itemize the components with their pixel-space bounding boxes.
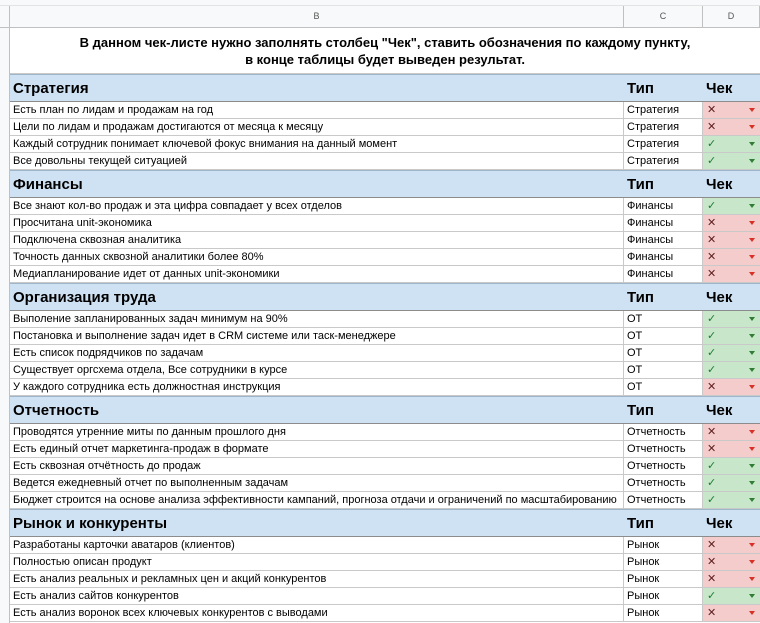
section-header[interactable] [10,396,760,424]
item-type-cell[interactable]: Стратегия [624,102,703,118]
row-header-column [0,28,10,623]
section-header[interactable] [10,170,760,198]
item-text-cell[interactable]: У каждого сотрудника есть должностная инструкция [10,379,624,395]
cross-icon: ✕ [707,573,717,585]
dropdown-arrow-icon[interactable] [749,543,755,547]
item-text-cell[interactable]: Существует оргсхема отдела, Все сотрудники в курсе [10,362,624,378]
item-type-cell[interactable]: Стратегия [624,119,703,135]
item-text-cell[interactable]: Ведется ежедневный отчет по выполненным задачам [10,475,624,491]
checkmark-icon: ✓ [707,460,717,472]
cross-icon: ✕ [707,539,717,551]
item-type-cell[interactable]: Рынок [624,537,703,553]
item-type-cell[interactable]: ОТ [624,362,703,378]
checkmark-icon: ✓ [707,364,717,376]
checkmark-icon: ✓ [707,200,717,212]
dropdown-arrow-icon[interactable] [749,577,755,581]
checklist-row [10,232,760,249]
column-header-d[interactable]: D [703,6,760,27]
check-dropdown-cell[interactable] [703,345,760,361]
item-text-cell[interactable]: Все знают кол-во продаж и эта цифра совпадает у всех отделов [10,198,624,214]
check-dropdown-cell[interactable] [703,458,760,474]
item-type-cell[interactable]: Рынок [624,571,703,587]
check-dropdown-cell[interactable] [703,379,760,395]
item-text-cell[interactable]: Точность данных сквозной аналитики более 80% [10,249,624,265]
item-type-cell[interactable]: Финансы [624,198,703,214]
cross-icon: ✕ [707,268,717,280]
section-title: Рынок и конкуренты [13,515,168,532]
item-text-cell[interactable]: Есть единый отчет маркетинга-продаж в формате [10,441,624,457]
item-text-cell[interactable]: Есть план по лидам и продажам на год [10,102,624,118]
item-text-cell[interactable]: Медиапланирование идет от данных unit-экономики [10,266,624,282]
item-type-cell[interactable]: Стратегия [624,136,703,152]
item-text-cell[interactable]: Есть анализ воронок всех ключевых конкурентов с выводами [10,605,624,621]
item-type-cell[interactable]: ОТ [624,379,703,395]
type-column-label: Тип [627,176,654,193]
column-header-c[interactable]: C [624,6,703,27]
item-text-cell[interactable]: Есть сквозная отчётность до продаж [10,458,624,474]
item-text-cell[interactable]: Есть анализ реальных и рекламных цен и акций конкурентов [10,571,624,587]
item-type-cell[interactable]: Отчетность [624,475,703,491]
item-text-cell[interactable]: Просчитана unit-экономика [10,215,624,231]
check-column-label: Чек [706,176,733,193]
check-column-label: Чек [706,402,733,419]
cross-icon: ✕ [707,381,717,393]
item-text-cell[interactable]: Цели по лидам и продажам достигаются от месяца к месяцу [10,119,624,135]
column-header-row [0,6,760,28]
item-type-cell[interactable]: Финансы [624,215,703,231]
cross-icon: ✕ [707,426,717,438]
section-title: Финансы [13,176,83,193]
check-dropdown-cell[interactable] [703,119,760,135]
instructions-title[interactable] [10,28,760,74]
check-dropdown-cell[interactable] [703,102,760,118]
dropdown-arrow-icon[interactable] [749,159,755,163]
item-text-cell[interactable]: Полностью описан продукт [10,554,624,570]
item-text-cell[interactable]: Подключена сквозная аналитика [10,232,624,248]
checklist-row [10,458,760,475]
checklist-row [10,249,760,266]
dropdown-arrow-icon[interactable] [749,464,755,468]
checkmark-icon: ✓ [707,313,717,325]
checkmark-icon: ✓ [707,494,717,506]
dropdown-arrow-icon[interactable] [749,611,755,615]
checklist-row [10,441,760,458]
check-dropdown-cell[interactable] [703,136,760,152]
check-dropdown-cell[interactable] [703,537,760,553]
checklist-row [10,588,760,605]
section-title: Стратегия [13,80,89,97]
item-type-cell[interactable]: Отчетность [624,492,703,508]
dropdown-arrow-icon[interactable] [749,498,755,502]
dropdown-arrow-icon[interactable] [749,255,755,259]
check-dropdown-cell[interactable] [703,588,760,604]
dropdown-arrow-icon[interactable] [749,317,755,321]
item-type-cell[interactable]: Финансы [624,232,703,248]
item-type-cell[interactable]: Финансы [624,266,703,282]
dropdown-arrow-icon[interactable] [749,594,755,598]
check-dropdown-cell[interactable] [703,215,760,231]
check-dropdown-cell[interactable] [703,424,760,440]
type-column-label: Тип [627,515,654,532]
type-column-label: Тип [627,289,654,306]
check-dropdown-cell[interactable] [703,492,760,508]
item-text-cell[interactable]: Бюджет строится на основе анализа эффективности кампаний, прогноза отдачи и ограничений по масштабированию [10,492,624,508]
checkmark-icon: ✓ [707,155,717,167]
checkmark-icon: ✓ [707,347,717,359]
item-type-cell[interactable]: ОТ [624,345,703,361]
cross-icon: ✕ [707,251,717,263]
item-text-cell[interactable]: Все довольны текущей ситуацией [10,153,624,169]
dropdown-arrow-icon[interactable] [749,272,755,276]
checklist-row [10,605,760,622]
checklist-row [10,328,760,345]
dropdown-arrow-icon[interactable] [749,238,755,242]
check-column-label: Чек [706,289,733,306]
check-dropdown-cell[interactable] [703,198,760,214]
checklist-row [10,102,760,119]
check-dropdown-cell[interactable] [703,554,760,570]
checklist-row [10,362,760,379]
check-dropdown-cell[interactable] [703,232,760,248]
check-dropdown-cell[interactable] [703,266,760,282]
checkmark-icon: ✓ [707,477,717,489]
checkmark-icon: ✓ [707,330,717,342]
checklist-row [10,119,760,136]
checklist-row [10,537,760,554]
cross-icon: ✕ [707,443,717,455]
dropdown-arrow-icon[interactable] [749,108,755,112]
dropdown-arrow-icon[interactable] [749,125,755,129]
section-title: Организация труда [13,289,156,306]
type-column-label: Тип [627,80,654,97]
section-header[interactable] [10,74,760,102]
item-text-cell[interactable]: Постановка и выполнение задач идет в CRM системе или таск-менеджере [10,328,624,344]
section-header[interactable] [10,283,760,311]
item-text-cell[interactable]: Есть анализ сайтов конкурентов [10,588,624,604]
item-type-cell[interactable]: Отчетность [624,458,703,474]
checkmark-icon: ✓ [707,590,717,602]
dropdown-arrow-icon[interactable] [749,334,755,338]
check-dropdown-cell[interactable] [703,571,760,587]
item-type-cell[interactable]: ОТ [624,328,703,344]
check-dropdown-cell[interactable] [703,153,760,169]
item-type-cell[interactable]: Рынок [624,554,703,570]
item-text-cell[interactable]: Проводятся утренние миты по данным прошлого дня [10,424,624,440]
column-header-b[interactable]: B [10,6,624,27]
dropdown-arrow-icon[interactable] [749,142,755,146]
check-dropdown-cell[interactable] [703,475,760,491]
checkmark-icon: ✓ [707,138,717,150]
checklist-row [10,345,760,362]
checklist-row [10,571,760,588]
dropdown-arrow-icon[interactable] [749,560,755,564]
checklist-row [10,424,760,441]
item-type-cell[interactable]: Отчетность [624,424,703,440]
dropdown-arrow-icon[interactable] [749,351,755,355]
item-type-cell[interactable]: ОТ [624,311,703,327]
item-type-cell[interactable]: Рынок [624,605,703,621]
check-dropdown-cell[interactable] [703,249,760,265]
check-dropdown-cell[interactable] [703,362,760,378]
item-type-cell[interactable]: Финансы [624,249,703,265]
item-text-cell[interactable]: Есть список подрядчиков по задачам [10,345,624,361]
dropdown-arrow-icon[interactable] [749,221,755,225]
checklist-row [10,136,760,153]
checklist-row [10,198,760,215]
type-column-label: Тип [627,402,654,419]
cross-icon: ✕ [707,217,717,229]
cross-icon: ✕ [707,234,717,246]
item-text-cell[interactable]: Выполение запланированных задач минимум на 90% [10,311,624,327]
item-type-cell[interactable]: Стратегия [624,153,703,169]
title-line-1: В данном чек-листе нужно заполнять столбец "Чек", ставить обозначения по каждому пункту, [79,34,691,50]
checklist-row [10,311,760,328]
item-type-cell[interactable]: Отчетность [624,441,703,457]
cross-icon: ✕ [707,121,717,133]
checklist-row [10,215,760,232]
dropdown-arrow-icon[interactable] [749,430,755,434]
check-column-label: Чек [706,515,733,532]
section-title: Отчетность [13,402,100,419]
check-dropdown-cell[interactable] [703,311,760,327]
checklist-row [10,475,760,492]
check-dropdown-cell[interactable] [703,328,760,344]
check-dropdown-cell[interactable] [703,605,760,621]
checklist-row [10,492,760,509]
dropdown-arrow-icon[interactable] [749,368,755,372]
dropdown-arrow-icon[interactable] [749,481,755,485]
check-column-label: Чек [706,80,733,97]
cross-icon: ✕ [707,104,717,116]
dropdown-arrow-icon[interactable] [749,447,755,451]
title-line-2: в конце таблицы будет выведен результат. [245,51,525,67]
checklist-row [10,379,760,396]
dropdown-arrow-icon[interactable] [749,385,755,389]
select-all-corner[interactable] [0,6,10,27]
item-text-cell[interactable]: Каждый сотрудник понимает ключевой фокус внимания на данный момент [10,136,624,152]
cross-icon: ✕ [707,607,717,619]
checklist-row [10,153,760,170]
section-header[interactable] [10,509,760,537]
check-dropdown-cell[interactable] [703,441,760,457]
item-type-cell[interactable]: Рынок [624,588,703,604]
checklist-row [10,554,760,571]
checklist-row [10,266,760,283]
dropdown-arrow-icon[interactable] [749,204,755,208]
cross-icon: ✕ [707,556,717,568]
item-text-cell[interactable]: Разработаны карточки аватаров (клиентов) [10,537,624,553]
